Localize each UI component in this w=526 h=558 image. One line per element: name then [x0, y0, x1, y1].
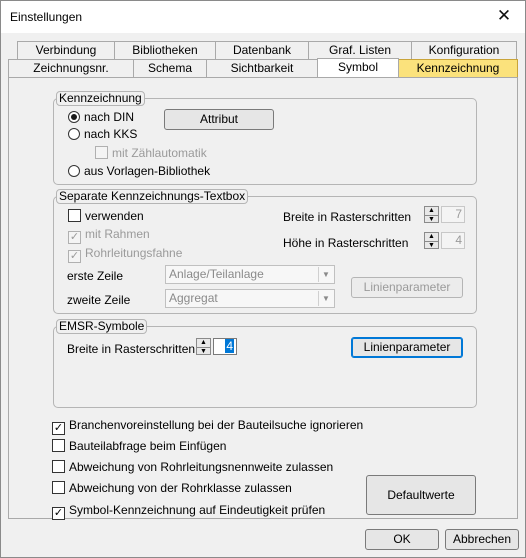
erste-zeile-label: erste Zeile	[67, 269, 124, 283]
radio-din-indicator[interactable]	[68, 111, 80, 123]
tab-datenbank[interactable]: Datenbank	[215, 41, 309, 59]
textbox-breite-spinner[interactable]	[424, 206, 439, 223]
group-kennzeichnung-legend: Kennzeichnung	[56, 91, 145, 106]
check-rahmen[interactable]	[68, 227, 150, 244]
tab-schema[interactable]: Schema	[133, 59, 207, 77]
tab-zeichnungsnr[interactable]: Zeichnungsnr.	[8, 59, 134, 77]
check-rohrleitungsfahne[interactable]	[68, 246, 182, 263]
check-rahmen-box[interactable]: ✓	[69, 231, 80, 243]
tab-panel	[8, 77, 518, 519]
erste-zeile-value: Anlage/Teilanlage	[169, 267, 264, 281]
option-branchen-label: Branchenvoreinstellung bei der Bauteilsuche ignorieren	[69, 418, 364, 432]
emsr-breite-value: 4	[226, 339, 233, 353]
tab-symbol[interactable]: Symbol	[317, 58, 399, 77]
check-rohr-box[interactable]: ✓	[69, 250, 80, 262]
option-branchenvoreinstellung[interactable]	[52, 418, 363, 435]
option-nennweite-box[interactable]	[52, 460, 65, 473]
option-rohrklasse[interactable]	[52, 481, 292, 495]
option-nennweite[interactable]	[52, 460, 333, 474]
check-zaehlautomatik[interactable]	[95, 146, 207, 160]
check-zaehl-box[interactable]	[95, 146, 108, 159]
check-rohr-label: Rohrleitungsfahne	[85, 246, 183, 260]
textbox-linienparameter-button[interactable]: Linienparameter	[351, 277, 463, 298]
chevron-down-icon[interactable]: ▼	[318, 291, 333, 306]
option-eindeutigkeit[interactable]	[52, 503, 325, 520]
defaultwerte-button[interactable]: Defaultwerte	[366, 475, 476, 515]
option-rohrklasse-box[interactable]	[52, 481, 65, 494]
radio-din-label: nach DIN	[84, 110, 135, 124]
title-bar	[1, 1, 525, 33]
textbox-hoehe-spinner[interactable]	[424, 232, 439, 249]
option-eindeutigkeit-box[interactable]: ✓	[53, 507, 64, 519]
tab-konfiguration[interactable]: Konfiguration	[411, 41, 517, 59]
erste-zeile-select[interactable]	[165, 265, 335, 284]
zweite-zeile-label: zweite Zeile	[67, 293, 131, 307]
check-verwenden[interactable]	[68, 209, 144, 223]
textbox-breite-value[interactable]: 7	[441, 206, 465, 223]
option-branchen-box[interactable]: ✓	[53, 422, 64, 434]
window-title: Einstellungen	[10, 10, 83, 24]
group-emsr	[53, 319, 477, 408]
spin-down-icon[interactable]: ▼	[197, 347, 210, 355]
emsr-linienparameter-button[interactable]: Linienparameter	[351, 337, 463, 358]
tab-verbindung[interactable]: Verbindung	[17, 41, 115, 59]
spin-down-icon[interactable]: ▼	[425, 215, 438, 223]
spin-up-icon[interactable]: ▲	[428, 207, 435, 214]
radio-kks-label: nach KKS	[84, 127, 138, 141]
tab-graf-listen[interactable]: Graf. Listen	[308, 41, 412, 59]
group-textbox	[53, 189, 477, 314]
group-kennzeichnung	[53, 91, 477, 185]
emsr-breite-input[interactable]	[213, 338, 237, 355]
close-icon[interactable]: ✕	[496, 6, 512, 25]
radio-nach-kks[interactable]	[68, 127, 137, 141]
radio-vorlagen-indicator[interactable]	[68, 165, 80, 177]
radio-vorlagen[interactable]	[68, 164, 210, 178]
check-rahmen-label: mit Rahmen	[85, 227, 150, 241]
attribut-button[interactable]: Attribut	[164, 109, 274, 130]
spin-down-icon[interactable]: ▼	[425, 241, 438, 249]
cancel-button[interactable]: Abbrechen	[445, 529, 519, 550]
zweite-zeile-select[interactable]	[165, 289, 335, 308]
emsr-breite-label: Breite in Rasterschritten	[67, 342, 196, 356]
check-zaehl-label: mit Zählautomatik	[112, 146, 207, 160]
tab-sichtbarkeit[interactable]: Sichtbarkeit	[206, 59, 318, 77]
textbox-breite-label: Breite in Rasterschritten	[283, 210, 412, 224]
option-nennweite-label: Abweichung von Rohrleitungsnennweite zulassen	[69, 460, 334, 474]
emsr-breite-spinner[interactable]	[196, 338, 211, 355]
check-verwenden-label: verwenden	[85, 209, 144, 223]
radio-vorlagen-label: aus Vorlagen-Bibliothek	[84, 164, 211, 178]
option-eindeutigkeit-label: Symbol-Kennzeichnung auf Eindeutigkeit prüfen	[69, 503, 326, 517]
group-textbox-legend: Separate Kennzeichnungs-Textbox	[56, 189, 248, 204]
radio-nach-din[interactable]	[68, 110, 134, 124]
tab-bibliotheken[interactable]: Bibliotheken	[114, 41, 216, 59]
option-bauteilabfrage-label: Bauteilabfrage beim Einfügen	[69, 439, 227, 453]
spin-up-icon[interactable]: ▲	[428, 233, 435, 240]
option-bauteilabfrage[interactable]	[52, 439, 226, 453]
textbox-hoehe-label: Höhe in Rasterschritten	[283, 236, 409, 250]
check-verwenden-box[interactable]	[68, 209, 81, 222]
tab-kennzeichnung[interactable]: Kennzeichnung	[398, 59, 518, 77]
chevron-down-icon[interactable]: ▼	[318, 267, 333, 282]
zweite-zeile-value: Aggregat	[169, 291, 218, 305]
radio-kks-indicator[interactable]	[68, 128, 80, 140]
group-emsr-legend: EMSR-Symbole	[56, 319, 147, 334]
spin-up-icon[interactable]: ▲	[200, 339, 207, 346]
textbox-hoehe-value[interactable]: 4	[441, 232, 465, 249]
option-bauteilabfrage-box[interactable]	[52, 439, 65, 452]
ok-button[interactable]: OK	[365, 529, 439, 550]
option-rohrklasse-label: Abweichung von der Rohrklasse zulassen	[69, 481, 292, 495]
